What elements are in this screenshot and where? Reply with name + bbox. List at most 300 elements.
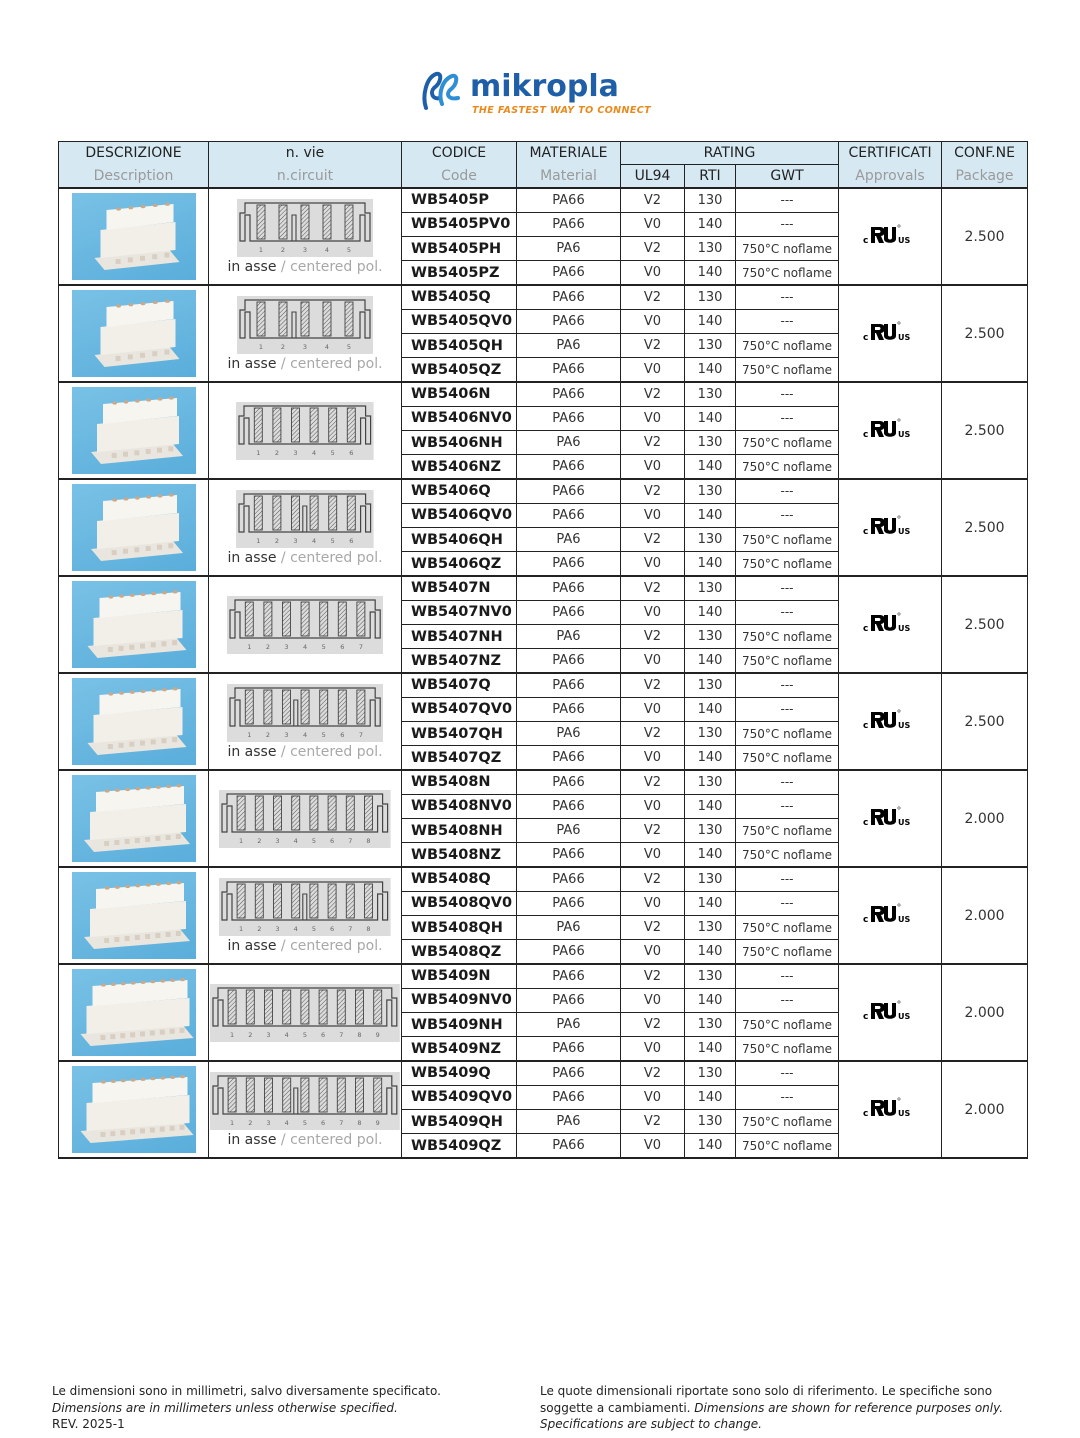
product-code: WB5406QZ (402, 552, 517, 576)
cul-us-listed-icon (862, 513, 918, 543)
cul-us-listed-icon (862, 222, 918, 252)
product-code: WB5405P (402, 188, 517, 212)
material: PA66 (517, 309, 621, 333)
footer-disclaimer-en: Dimensions are shown for reference purposes only. Specifications are subject to change. (540, 1400, 1004, 1431)
rti-rating: 140 (685, 1037, 736, 1061)
material: PA66 (517, 552, 621, 576)
rti-rating: 140 (685, 843, 736, 867)
svg-text:4: 4 (302, 642, 308, 651)
material: PA66 (517, 455, 621, 479)
svg-text:3: 3 (302, 342, 308, 351)
svg-text:US: US (898, 623, 911, 633)
rti-rating: 130 (685, 528, 736, 552)
connector-photo (72, 484, 196, 571)
svg-text:2: 2 (257, 836, 262, 845)
product-code: WB5407QH (402, 722, 517, 746)
gwt-rating: --- (736, 770, 839, 794)
svg-text:7: 7 (358, 642, 363, 651)
svg-text:c: c (863, 914, 869, 925)
rti-rating: 130 (685, 382, 736, 406)
svg-text:2: 2 (265, 730, 270, 739)
cul-us-listed-icon (862, 901, 918, 931)
table-row (59, 382, 1028, 406)
product-code: WB5405QZ (402, 358, 517, 382)
cul-us-listed-icon (862, 804, 918, 834)
svg-text:1: 1 (256, 536, 261, 545)
rti-rating: 130 (685, 1110, 736, 1134)
ul94-rating: V2 (621, 722, 685, 746)
product-code: WB5408QZ (402, 940, 517, 964)
svg-text:1: 1 (239, 836, 244, 845)
gwt-rating: 750°C noflame (736, 916, 839, 940)
ul94-rating: V2 (621, 770, 685, 794)
product-code: WB5407Q (402, 673, 517, 697)
rti-rating: 140 (685, 697, 736, 721)
ul94-rating: V0 (621, 261, 685, 285)
polarization-label: in asse / centered pol. (227, 258, 383, 275)
approvals-cell (839, 479, 942, 576)
ul94-rating: V0 (621, 649, 685, 673)
ul94-rating: V2 (621, 576, 685, 600)
package-quantity: 2.500 (942, 576, 1028, 673)
brand-swirl-icon (420, 68, 468, 112)
material: PA66 (517, 261, 621, 285)
gwt-rating: --- (736, 891, 839, 915)
ul94-rating: V2 (621, 188, 685, 212)
product-code: WB5407QZ (402, 746, 517, 770)
product-code: WB5406QV0 (402, 503, 517, 527)
rti-rating: 140 (685, 891, 736, 915)
footer-note-it: Le dimensioni sono in millimetri, salvo diversamente specificato. (52, 1384, 441, 1398)
material: PA66 (517, 1061, 621, 1085)
svg-text:US: US (898, 1011, 911, 1021)
svg-text:5: 5 (302, 1030, 308, 1039)
gwt-rating: 750°C noflame (736, 455, 839, 479)
svg-text:5: 5 (312, 924, 317, 933)
table-row (59, 479, 1028, 503)
ul94-rating: V2 (621, 1110, 685, 1134)
product-photo-cell (59, 576, 209, 673)
rti-rating: 140 (685, 988, 736, 1012)
gwt-rating: --- (736, 794, 839, 818)
connector-photo (72, 678, 196, 765)
product-code: WB5409QZ (402, 1134, 517, 1158)
gwt-rating: 750°C noflame (736, 431, 839, 455)
header-circuits: n. vie (209, 142, 402, 165)
circuit-diagram-icon (209, 199, 401, 257)
ul94-rating: V0 (621, 503, 685, 527)
circuit-diagram-cell (209, 964, 402, 1061)
gwt-rating: 750°C noflame (736, 722, 839, 746)
ul94-rating: V2 (621, 382, 685, 406)
connector-photo (72, 581, 196, 668)
svg-text:6: 6 (321, 1030, 326, 1039)
gwt-rating: 750°C noflame (736, 625, 839, 649)
gwt-rating: 750°C noflame (736, 819, 839, 843)
material: PA66 (517, 1134, 621, 1158)
svg-text:c: c (863, 720, 869, 731)
ul94-rating: V0 (621, 988, 685, 1012)
circuit-diagram-cell (209, 673, 402, 770)
product-code: WB5406NZ (402, 455, 517, 479)
header-package-en: Package (942, 165, 1028, 189)
table-row (59, 964, 1028, 988)
svg-text:7: 7 (339, 1030, 344, 1039)
rti-rating: 130 (685, 576, 736, 600)
rti-rating: 140 (685, 794, 736, 818)
product-code: WB5409QV0 (402, 1085, 517, 1109)
product-code: WB5407NH (402, 625, 517, 649)
table-row (59, 867, 1028, 891)
approvals-cell (839, 770, 942, 867)
rti-rating: 140 (685, 455, 736, 479)
svg-text:2: 2 (275, 536, 280, 545)
gwt-rating: --- (736, 673, 839, 697)
product-code: WB5408QV0 (402, 891, 517, 915)
svg-text:4: 4 (284, 1030, 289, 1039)
package-quantity: 2.500 (942, 479, 1028, 576)
product-code: WB5409NV0 (402, 988, 517, 1012)
gwt-rating: 750°C noflame (736, 261, 839, 285)
circuit-diagram-icon (209, 1072, 401, 1130)
package-quantity: 2.500 (942, 285, 1028, 382)
polarization-label: in asse / centered pol. (227, 355, 383, 372)
mikropla-logo (420, 68, 660, 120)
header-code-en: Code (402, 165, 517, 189)
svg-text:8: 8 (366, 836, 371, 845)
ul94-rating: V0 (621, 843, 685, 867)
table-row (59, 673, 1028, 697)
ul94-rating: V0 (621, 406, 685, 430)
material: PA66 (517, 576, 621, 600)
svg-text:9: 9 (375, 1030, 380, 1039)
ul94-rating: V2 (621, 625, 685, 649)
svg-text:5: 5 (321, 730, 326, 739)
product-code: WB5405QH (402, 334, 517, 358)
table-row (59, 188, 1028, 212)
product-code: WB5408NV0 (402, 794, 517, 818)
ul94-rating: V0 (621, 358, 685, 382)
rti-rating: 140 (685, 503, 736, 527)
footer-disclaimer-it: Le quote dimensionali riportate sono solo di riferimento. Le specifiche sono soggette a cambiamenti. (540, 1384, 993, 1415)
svg-text:2: 2 (248, 1118, 253, 1127)
product-code: WB5409QH (402, 1110, 517, 1134)
product-code: WB5406Q (402, 479, 517, 503)
product-code: WB5407NZ (402, 649, 517, 673)
header-gwt: GWT (736, 165, 839, 189)
svg-text:4: 4 (312, 448, 317, 457)
ul94-rating: V2 (621, 285, 685, 309)
rti-rating: 130 (685, 1061, 736, 1085)
svg-text:c: c (863, 623, 869, 634)
rti-rating: 140 (685, 309, 736, 333)
svg-text:8: 8 (366, 924, 371, 933)
ul94-rating: V2 (621, 964, 685, 988)
circuit-diagram-icon (209, 684, 401, 742)
ul94-rating: V2 (621, 237, 685, 261)
svg-text:c: c (863, 1011, 869, 1022)
material: PA6 (517, 237, 621, 261)
material: PA66 (517, 964, 621, 988)
ul94-rating: V0 (621, 746, 685, 770)
product-code: WB5409NH (402, 1013, 517, 1037)
gwt-rating: 750°C noflame (736, 1013, 839, 1037)
ul94-rating: V2 (621, 1061, 685, 1085)
gwt-rating: --- (736, 697, 839, 721)
material: PA66 (517, 697, 621, 721)
connector-photo (72, 969, 196, 1056)
svg-text:6: 6 (349, 536, 354, 545)
gwt-rating: --- (736, 600, 839, 624)
svg-text:3: 3 (284, 730, 289, 739)
rti-rating: 130 (685, 1013, 736, 1037)
package-quantity: 2.000 (942, 964, 1028, 1061)
ul94-rating: V0 (621, 697, 685, 721)
footer-note-left (52, 1383, 441, 1433)
svg-text:3: 3 (275, 836, 280, 845)
table-row (59, 285, 1028, 309)
product-code: WB5409Q (402, 1061, 517, 1085)
footer-note-right (540, 1383, 1040, 1433)
product-photo-cell (59, 285, 209, 382)
package-quantity: 2.000 (942, 770, 1028, 867)
svg-text:c: c (863, 817, 869, 828)
header-package: CONF.NE (942, 142, 1028, 165)
table-row (59, 576, 1028, 600)
circuit-diagram-cell (209, 770, 402, 867)
material: PA66 (517, 649, 621, 673)
revision-label: REV. 2025-1 (52, 1417, 125, 1431)
rti-rating: 130 (685, 673, 736, 697)
material: PA6 (517, 431, 621, 455)
product-photo-cell (59, 188, 209, 285)
svg-text:c: c (863, 1108, 869, 1119)
material: PA6 (517, 722, 621, 746)
gwt-rating: 750°C noflame (736, 358, 839, 382)
gwt-rating: --- (736, 309, 839, 333)
svg-text:9: 9 (375, 1118, 380, 1127)
circuit-diagram-icon (209, 790, 401, 848)
rti-rating: 140 (685, 212, 736, 236)
svg-text:2: 2 (280, 245, 286, 254)
header-ul94: UL94 (621, 165, 685, 189)
svg-text:US: US (898, 235, 911, 245)
gwt-rating: 750°C noflame (736, 552, 839, 576)
gwt-rating: --- (736, 1085, 839, 1109)
material: PA66 (517, 382, 621, 406)
ul94-rating: V2 (621, 673, 685, 697)
polarization-label: in asse / centered pol. (227, 937, 383, 954)
svg-text:2: 2 (280, 342, 286, 351)
material: PA66 (517, 940, 621, 964)
svg-text:5: 5 (330, 448, 335, 457)
rti-rating: 130 (685, 431, 736, 455)
svg-text:7: 7 (348, 924, 353, 933)
rti-rating: 130 (685, 964, 736, 988)
svg-text:2: 2 (248, 1030, 253, 1039)
cul-us-listed-icon (862, 1095, 918, 1125)
product-code: WB5406N (402, 382, 517, 406)
svg-text:4: 4 (324, 342, 330, 351)
material: PA6 (517, 625, 621, 649)
svg-text:6: 6 (330, 836, 335, 845)
ul94-rating: V0 (621, 212, 685, 236)
svg-text:7: 7 (348, 836, 353, 845)
svg-text:2: 2 (275, 448, 280, 457)
ul94-rating: V0 (621, 552, 685, 576)
product-code: WB5405Q (402, 285, 517, 309)
svg-text:US: US (898, 914, 911, 924)
svg-text:5: 5 (321, 642, 326, 651)
svg-text:5: 5 (330, 536, 335, 545)
svg-text:1: 1 (230, 1118, 235, 1127)
svg-text:1: 1 (258, 245, 264, 254)
circuit-diagram-icon (209, 490, 401, 548)
approvals-cell (839, 964, 942, 1061)
header-description: DESCRIZIONE (59, 142, 209, 165)
gwt-rating: --- (736, 576, 839, 600)
material: PA66 (517, 212, 621, 236)
svg-text:8: 8 (357, 1118, 362, 1127)
rti-rating: 130 (685, 770, 736, 794)
circuit-diagram-icon (209, 878, 401, 936)
ul94-rating: V2 (621, 334, 685, 358)
product-code: WB5405PH (402, 237, 517, 261)
svg-text:4: 4 (284, 1118, 289, 1127)
connector-photo (72, 193, 196, 280)
ul94-rating: V0 (621, 600, 685, 624)
gwt-rating: 750°C noflame (736, 237, 839, 261)
gwt-rating: --- (736, 867, 839, 891)
table-row (59, 1061, 1028, 1085)
material: PA6 (517, 1013, 621, 1037)
svg-text:8: 8 (357, 1030, 362, 1039)
polarization-label: in asse / centered pol. (227, 1131, 383, 1148)
svg-text:4: 4 (324, 245, 330, 254)
rti-rating: 130 (685, 237, 736, 261)
svg-text:5: 5 (346, 245, 352, 254)
svg-text:1: 1 (258, 342, 264, 351)
ul94-rating: V2 (621, 1013, 685, 1037)
circuit-diagram-cell (209, 188, 402, 285)
header-rating: RATING (621, 142, 839, 165)
product-photo-cell (59, 964, 209, 1061)
svg-text:3: 3 (275, 924, 280, 933)
svg-text:4: 4 (312, 536, 317, 545)
svg-text:6: 6 (330, 924, 335, 933)
svg-text:3: 3 (293, 536, 298, 545)
connector-photo (72, 1066, 196, 1153)
product-photo-cell (59, 479, 209, 576)
brand-tagline: THE FASTEST WAY TO CONNECT (472, 105, 652, 116)
svg-text:2: 2 (257, 924, 262, 933)
ul94-rating: V0 (621, 1037, 685, 1061)
svg-text:1: 1 (230, 1030, 235, 1039)
gwt-rating: --- (736, 964, 839, 988)
rti-rating: 140 (685, 406, 736, 430)
cul-us-listed-icon (862, 610, 918, 640)
svg-text:4: 4 (293, 836, 298, 845)
svg-text:6: 6 (349, 448, 354, 457)
material: PA6 (517, 916, 621, 940)
rti-rating: 140 (685, 746, 736, 770)
package-quantity: 2.500 (942, 382, 1028, 479)
product-code: WB5406NV0 (402, 406, 517, 430)
product-code: WB5409N (402, 964, 517, 988)
cul-us-listed-icon (862, 416, 918, 446)
product-code: WB5405PV0 (402, 212, 517, 236)
ul94-rating: V2 (621, 479, 685, 503)
approvals-cell (839, 285, 942, 382)
material: PA66 (517, 746, 621, 770)
svg-text:5: 5 (346, 342, 352, 351)
product-code: WB5406QH (402, 528, 517, 552)
svg-text:7: 7 (358, 730, 363, 739)
rti-rating: 140 (685, 358, 736, 382)
svg-text:3: 3 (266, 1118, 271, 1127)
svg-text:c: c (863, 526, 869, 537)
approvals-cell (839, 576, 942, 673)
gwt-rating: --- (736, 188, 839, 212)
svg-text:3: 3 (284, 642, 289, 651)
connector-photo (72, 775, 196, 862)
ul94-rating: V0 (621, 1134, 685, 1158)
svg-text:6: 6 (340, 642, 345, 651)
circuit-diagram-cell (209, 867, 402, 964)
gwt-rating: 750°C noflame (736, 1037, 839, 1061)
svg-text:1: 1 (247, 642, 252, 651)
polarization-label: in asse / centered pol. (227, 549, 383, 566)
svg-text:7: 7 (339, 1118, 344, 1127)
approvals-cell (839, 382, 942, 479)
ul94-rating: V2 (621, 431, 685, 455)
svg-text:4: 4 (293, 924, 298, 933)
gwt-rating: 750°C noflame (736, 940, 839, 964)
cul-us-listed-icon (862, 998, 918, 1028)
material: PA66 (517, 891, 621, 915)
material: PA66 (517, 479, 621, 503)
gwt-rating: --- (736, 479, 839, 503)
gwt-rating: --- (736, 285, 839, 309)
product-code: WB5406NH (402, 431, 517, 455)
rti-rating: 140 (685, 1134, 736, 1158)
connector-photo (72, 290, 196, 377)
svg-text:c: c (863, 235, 869, 246)
material: PA6 (517, 819, 621, 843)
package-quantity: 2.000 (942, 867, 1028, 964)
ul94-rating: V0 (621, 455, 685, 479)
svg-text:US: US (898, 429, 911, 439)
material: PA66 (517, 1037, 621, 1061)
material: PA66 (517, 867, 621, 891)
material: PA66 (517, 1085, 621, 1109)
svg-text:2: 2 (265, 642, 270, 651)
svg-text:US: US (898, 817, 911, 827)
header-approvals-en: Approvals (839, 165, 942, 189)
material: PA6 (517, 528, 621, 552)
svg-text:6: 6 (340, 730, 345, 739)
header-description-en: Description (59, 165, 209, 189)
gwt-rating: --- (736, 988, 839, 1012)
product-photo-cell (59, 673, 209, 770)
material: PA66 (517, 406, 621, 430)
cul-us-listed-icon (862, 319, 918, 349)
product-code: WB5408QH (402, 916, 517, 940)
material: PA66 (517, 988, 621, 1012)
rti-rating: 130 (685, 867, 736, 891)
rti-rating: 140 (685, 552, 736, 576)
package-quantity: 2.500 (942, 188, 1028, 285)
